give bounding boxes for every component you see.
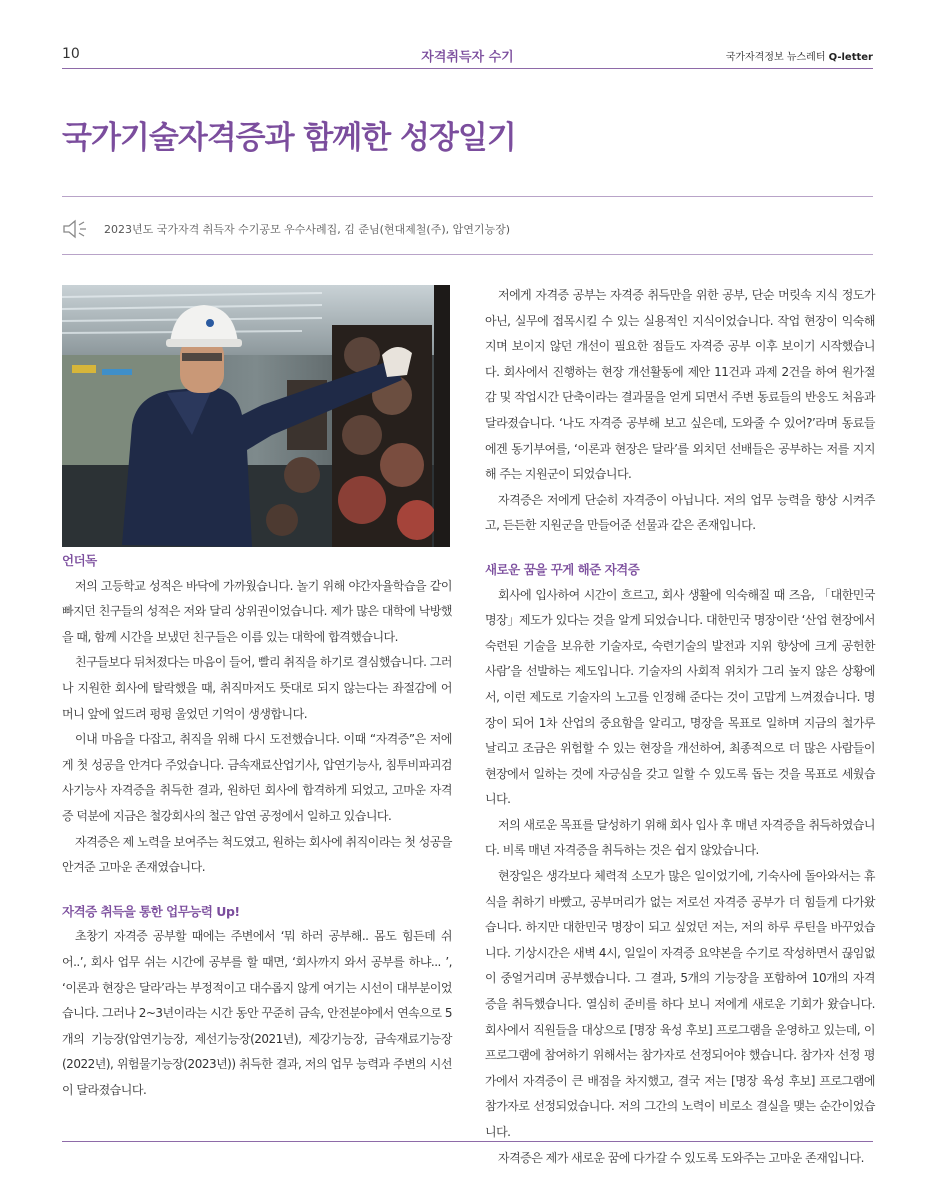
paragraph: 자격증은 제 노력을 보여주는 척도였고, 원하는 회사에 취직이라는 첫 성공을 안겨준 고마운 존재였습니다. (62, 834, 452, 875)
byline-bottom-rule (62, 254, 873, 255)
paragraph: 초창기 자격증 공부할 때에는 주변에서 ‘뭐 하러 공부해.. 몸도 힘든데 쉬어..’, 회사 업무 쉬는 시간에 공부를 할 때면, ‘회사까지 와서 공부를 하냐... ’, ‘이론과 현장은 달라’라는 부정적이고 대수롭지 않게 여기는 시선이 대부분이었습니다. 그러나 2~3년이라는 시간 동안 꾸준히 금속, 안전분야에서 연속으로 5개의 기능장(압연기능장, 제선기능장(2021년), 제강기능장, 금속재료기능장(2022년), 위험물기능장(2023년)) 취득한 결과, 저의 업무 능력과 주변의 시선이 달라졌습니다. (62, 929, 452, 1097)
byline-text: 2023년도 국가자격 취득자 수기공모 우수사례집, 김 준님(현대제철(주), 압연기능장) (104, 223, 511, 236)
heading-new-dream: 새로운 꿈을 꾸게 해준 자격증 (485, 561, 640, 577)
paragraph: 자격증은 제가 새로운 꿈에 다가갈 수 있도록 도와주는 고마운 존재입니다. (498, 1150, 864, 1165)
heading-underdog: 언더독 (62, 553, 97, 568)
right-column (485, 283, 875, 1171)
page-number: 10 (62, 46, 80, 62)
paragraph: 이내 마음을 다잡고, 취직을 위해 다시 도전했습니다. 이때 “자격증”은 저에게 첫 성공을 안겨다 주었습니다. 금속재료산업기사, 압연기능사, 침투비파괴검사기능사 자격증을 취득한 결과, 원하던 회사에 합격하게 되었고, 고마운 자격증 덕분에 지금은 철강회사의 철근 압연 공정에서 일하고 있습니다. (62, 732, 452, 823)
worker-photo (62, 285, 450, 547)
byline-top-rule (62, 196, 873, 197)
speaker-icon (62, 218, 92, 240)
spacer (62, 881, 452, 899)
publication-name (726, 48, 873, 63)
paragraph: 친구들보다 뒤처졌다는 마음이 들어, 빨리 취직을 하기로 결심했습니다. 그러나 지원한 회사에 탈락했을 때, 취직마저도 뜻대로 되지 않는다는 좌절감에 어머니 앞에 엎드려 펑펑 울었던 기억이 생생합니다. (62, 655, 452, 721)
paragraph: 저의 고등학교 성적은 바닥에 가까웠습니다. 놀기 위해 야간자율학습을 같이 빠지던 친구들의 성적은 저와 달리 상위권이었습니다. 제가 많은 대학에 낙방했을 때, 함께 시간을 보냈던 친구들은 이름 있는 대학에 합격했습니다. (62, 578, 452, 644)
publication-brand: Q-letter (828, 52, 873, 63)
spacer (485, 539, 875, 557)
header-rule (62, 68, 873, 69)
paragraph: 저에게 자격증 공부는 자격증 취득만을 위한 공부, 단순 머릿속 지식 정도가 아닌, 실무에 접목시킬 수 있는 실용적인 지식이었습니다. 작업 현장이 익숙해지며 보이지 않던 개선이 필요한 점들도 자격증 공부 이후 보이기 시작했습니다. 회사에서 진행하는 현장 개선활동에 제안 11건과 과제 2건을 하여 원가절감 및 작업시간 단축이라는 결과물을 얻게 되면서 주변 동료들의 반응도 처음과 달라졌습니다. ‘나도 자격증 공부해 보고 싶은데, 도와줄 수 있어?’라며 동료들에겐 동기부여를, ‘이론과 현장은 달라’를 외치던 선배들은 공부하는 저를 지지해 주는 지원군이 되었습니다. (485, 288, 875, 482)
paragraph: 회사에 입사하여 시간이 흐르고, 회사 생활에 익숙해질 때 즈음, 「대한민국 명장」제도가 있다는 것을 알게 되었습니다. 대한민국 명장이란 ‘산업 현장에서 숙련된 기술을 보유한 기술자로, 숙련기술의 발전과 지위 향상에 크게 공헌한 사람’을 선발하는 제도입니다. 기술자의 사회적 위치가 그리 높지 않은 상황에서, 이런 제도로 기술자의 노고를 인정해 준다는 것이 고맙게 느껴졌습니다. 명장이 되어 1차 산업의 중요함을 알리고, 명장을 목표로 일하며 지금의 철가루 날리고 조금은 위험할 수 있는 현장을 개선하여, 최종적으로 더 많은 사람들이 현장에서 일하는 것에 자긍심을 갖고 일할 수 있도록 돕는 것을 목표로 세웠습니다. (485, 587, 875, 807)
section-title: 자격취득자 수기 (421, 50, 514, 65)
publication-label: 국가자격정보 뉴스레터 (725, 52, 826, 63)
heading-ability-up: 자격증 취득을 통한 업무능력 Up! (62, 903, 240, 919)
paragraph: 현장일은 생각보다 체력적 소모가 많은 일이었기에, 기숙사에 돌아와서는 휴식을 취하기 바빴고, 공부머리가 없는 저로선 자격증 공부가 더 힘들게 다가왔습니다. 하지만 대한민국 명장이 되고 싶었던 저는, 저의 하루 루틴을 바꾸었습니다. 기상시간은 새벽 4시, 일일이 자격증 요약본을 수기로 작성하면서 끊임없이 중얼거리며 공부했습니다. 그 결과, 5개의 기능장을 포함하여 10개의 자격증을 취득했습니다. 열심히 준비를 하다 보니 저에게 새로운 기회가 왔습니다. 회사에서 직원들을 대상으로 [명장 육성 후보] 프로그램을 운영하고 있는데, 이 프로그램에 참여하기 위해서는 참가자로 선정되어야 했습니다. 참가자 선정 평가에서 자격증이 큰 배점을 차지했고, 결국 저는 [명장 육성 후보] 프로그램에 참가자로 선정되었습니다. 저의 그간의 노력이 비로소 결실을 맺는 순간이었습니다. (485, 869, 875, 1139)
byline (62, 216, 873, 242)
footer-rule (62, 1141, 873, 1142)
paragraph: 저의 새로운 목표를 달성하기 위해 회사 입사 후 매년 자격증을 취득하였습니다. 비록 매년 자격증을 취득하는 것은 쉽지 않았습니다. (485, 817, 875, 858)
page-header (62, 44, 873, 68)
left-column (62, 548, 452, 1103)
article-title: 국가기술자격증과 함께한 성장일기 (62, 120, 516, 156)
paragraph: 자격증은 저에게 단순히 자격증이 아닙니다. 저의 업무 능력을 향상 시켜주고, 든든한 지원군을 만들어준 선물과 같은 존재입니다. (485, 492, 875, 533)
